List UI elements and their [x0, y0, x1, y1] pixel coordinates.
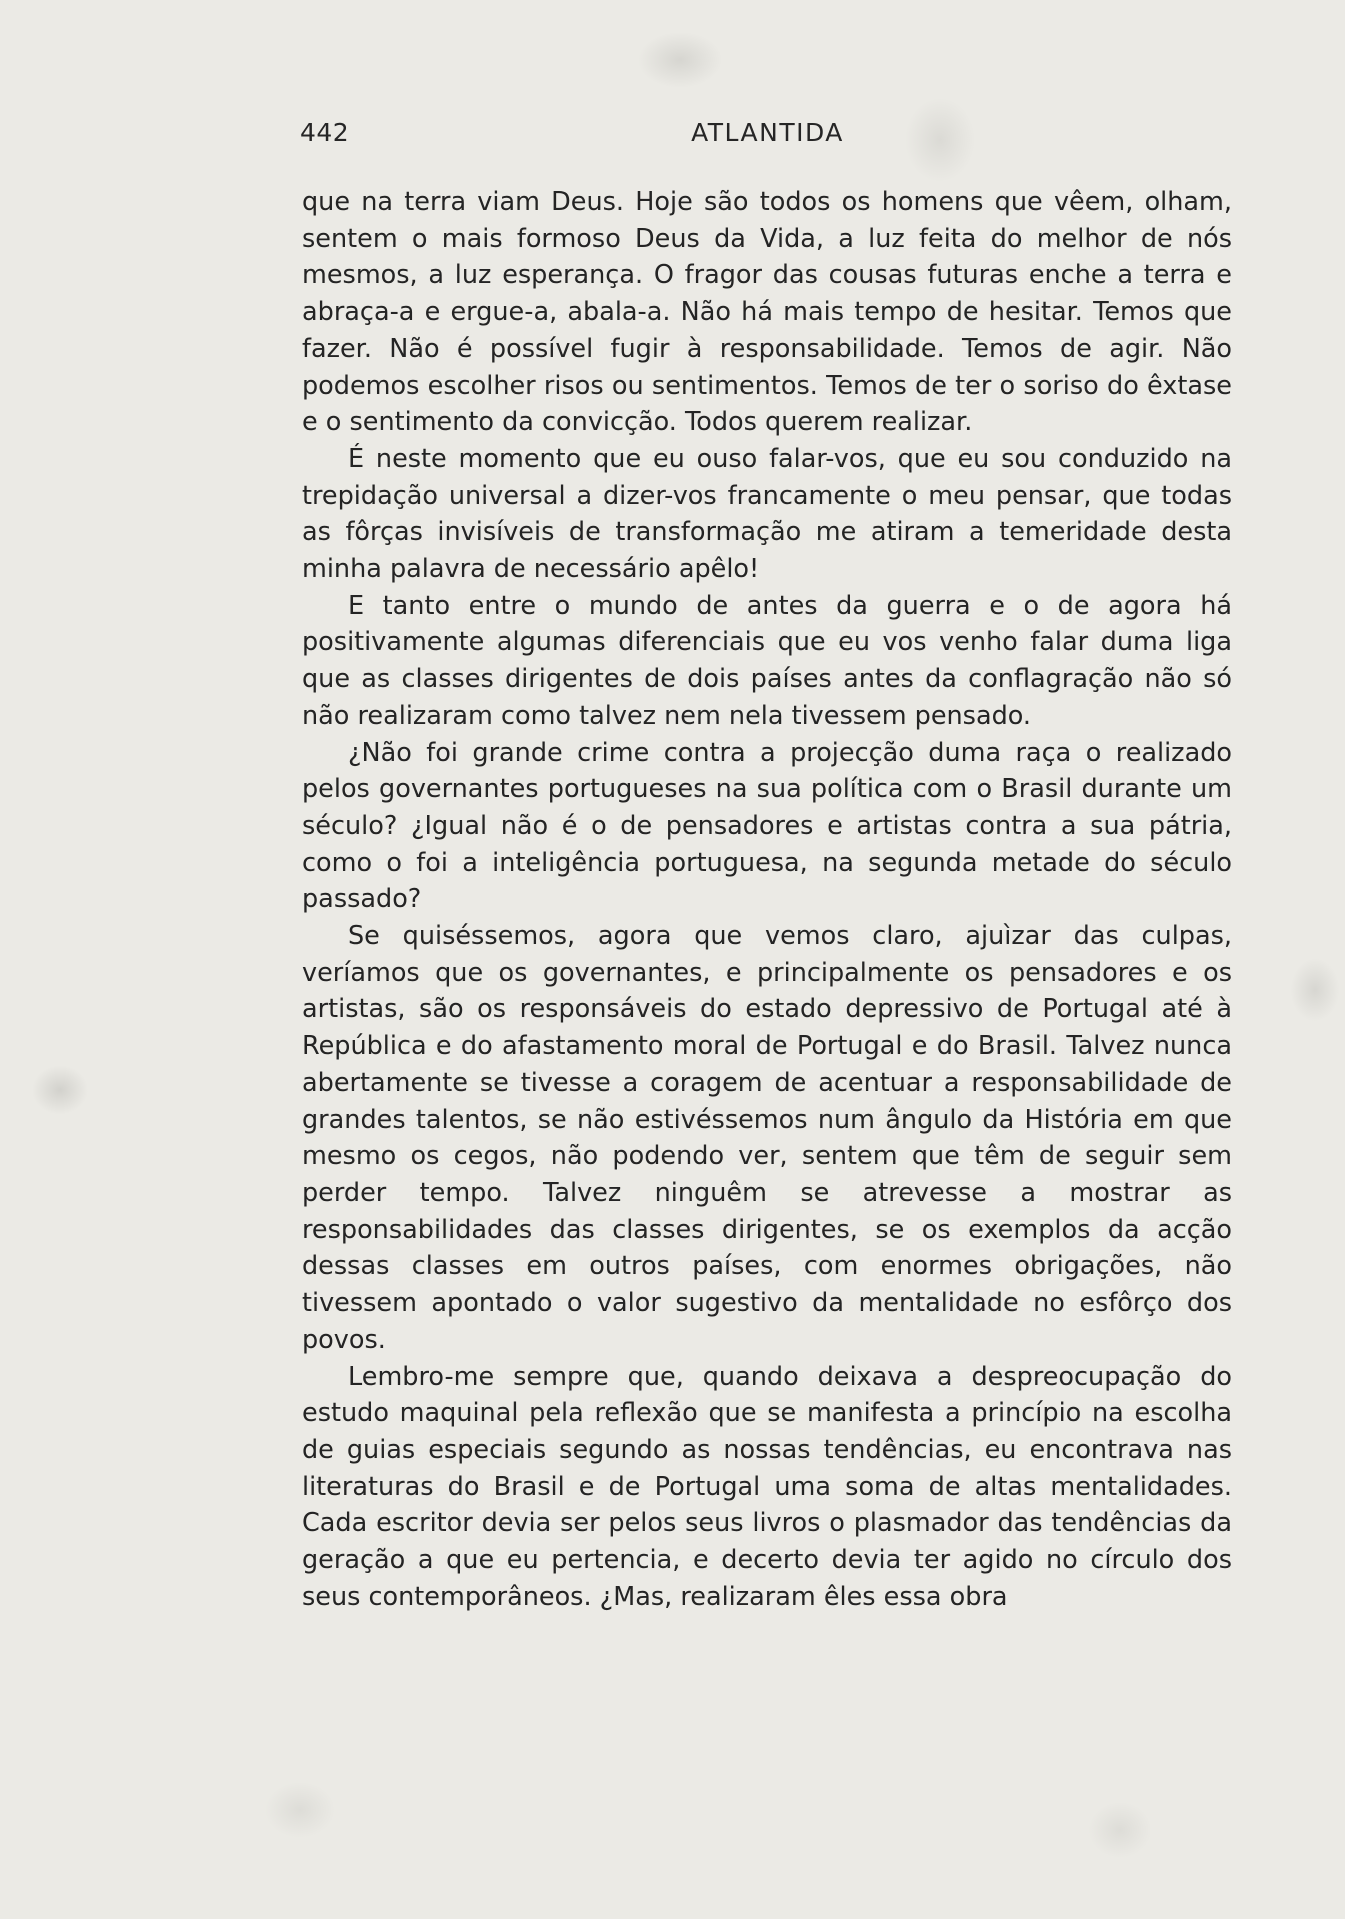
page-number: 442 [300, 118, 350, 147]
running-title: ATLANTIDA [691, 118, 844, 147]
paragraph: que na terra viam Deus. Hoje são todos os homens que vêem, olham, sentem o mais formoso Deus da Vida, a luz feita do melhor de nós mesmos, a luz esperança. O fragor das cousas futuras enche a terra e abraça-a e ergue-a, abala-a. Não há mais tempo de hesitar. Temos que fazer. Não é possível fugir à responsabilidade. Temos de agir. Não podemos escolher risos ou sentimentos. Temos de ter o soriso do êxtase e o sentimento da convicção. Todos querem realizar. [302, 187, 1232, 438]
paragraph: Lembro-me sempre que, quando deixava a despreocupação do estudo maquinal pela reflexão que se manifesta a princípio na escolha de guias especiais segundo as nossas tendências, eu encontrava nas literaturas do Brasil e de Portugal uma soma de altas mentalidades. Cada escritor devia ser pelos seus livros o plasmador das tendências da geração a que eu pertencia, e decerto devia ter agido no círculo dos seus contemporâneos. ¿Mas, realizaram êles essa obra [302, 1361, 1232, 1612]
body-text [302, 184, 1232, 1615]
paragraph: E tanto entre o mundo de antes da guerra e o de agora há positivamente algumas diferenciais que eu vos venho falar duma liga que as classes dirigentes de dois países antes da conflagração não só não realizaram como talvez nem nela tivessem pensado. [302, 590, 1232, 731]
paragraph: É neste momento que eu ouso falar-vos, que eu sou conduzido na trepidação universal a dizer-vos francamente o meu pensar, que todas as fôrças invisíveis de transformação me atiram a temeridade desta minha palavra de necessário apêlo! [302, 443, 1232, 585]
page-header [300, 118, 1235, 158]
paragraph: Se quiséssemos, agora que vemos claro, ajuìzar das culpas, veríamos que os governantes, e principalmente os pensadores e os artistas, são os responsáveis do estado depressivo de Portugal até à República e do afastamento moral de Portugal e do Brasil. Talvez nunca abertamente se tivesse a coragem de acentuar a responsabilidade de grandes talentos, se não estivéssemos num ângulo da História em que mesmo os cegos, não podendo ver, sentem que têm de seguir sem perder tempo. Talvez ninguêm se atrevesse a mostrar as responsabilidades das classes dirigentes, se os exemplos da acção dessas classes em outros países, com enormes obrigações, não tivessem apontado o valor sugestivo da mentalidade no esfôrço dos povos. [302, 921, 1232, 1355]
paragraph: ¿Não foi grande crime contra a projecção duma raça o realizado pelos governantes portugueses na sua política com o Brasil durante um século? ¿Igual não é o de pensadores e artistas contra a sua pátria, como o foi a inteligência portuguesa, na segunda metade do século passado? [302, 737, 1232, 915]
